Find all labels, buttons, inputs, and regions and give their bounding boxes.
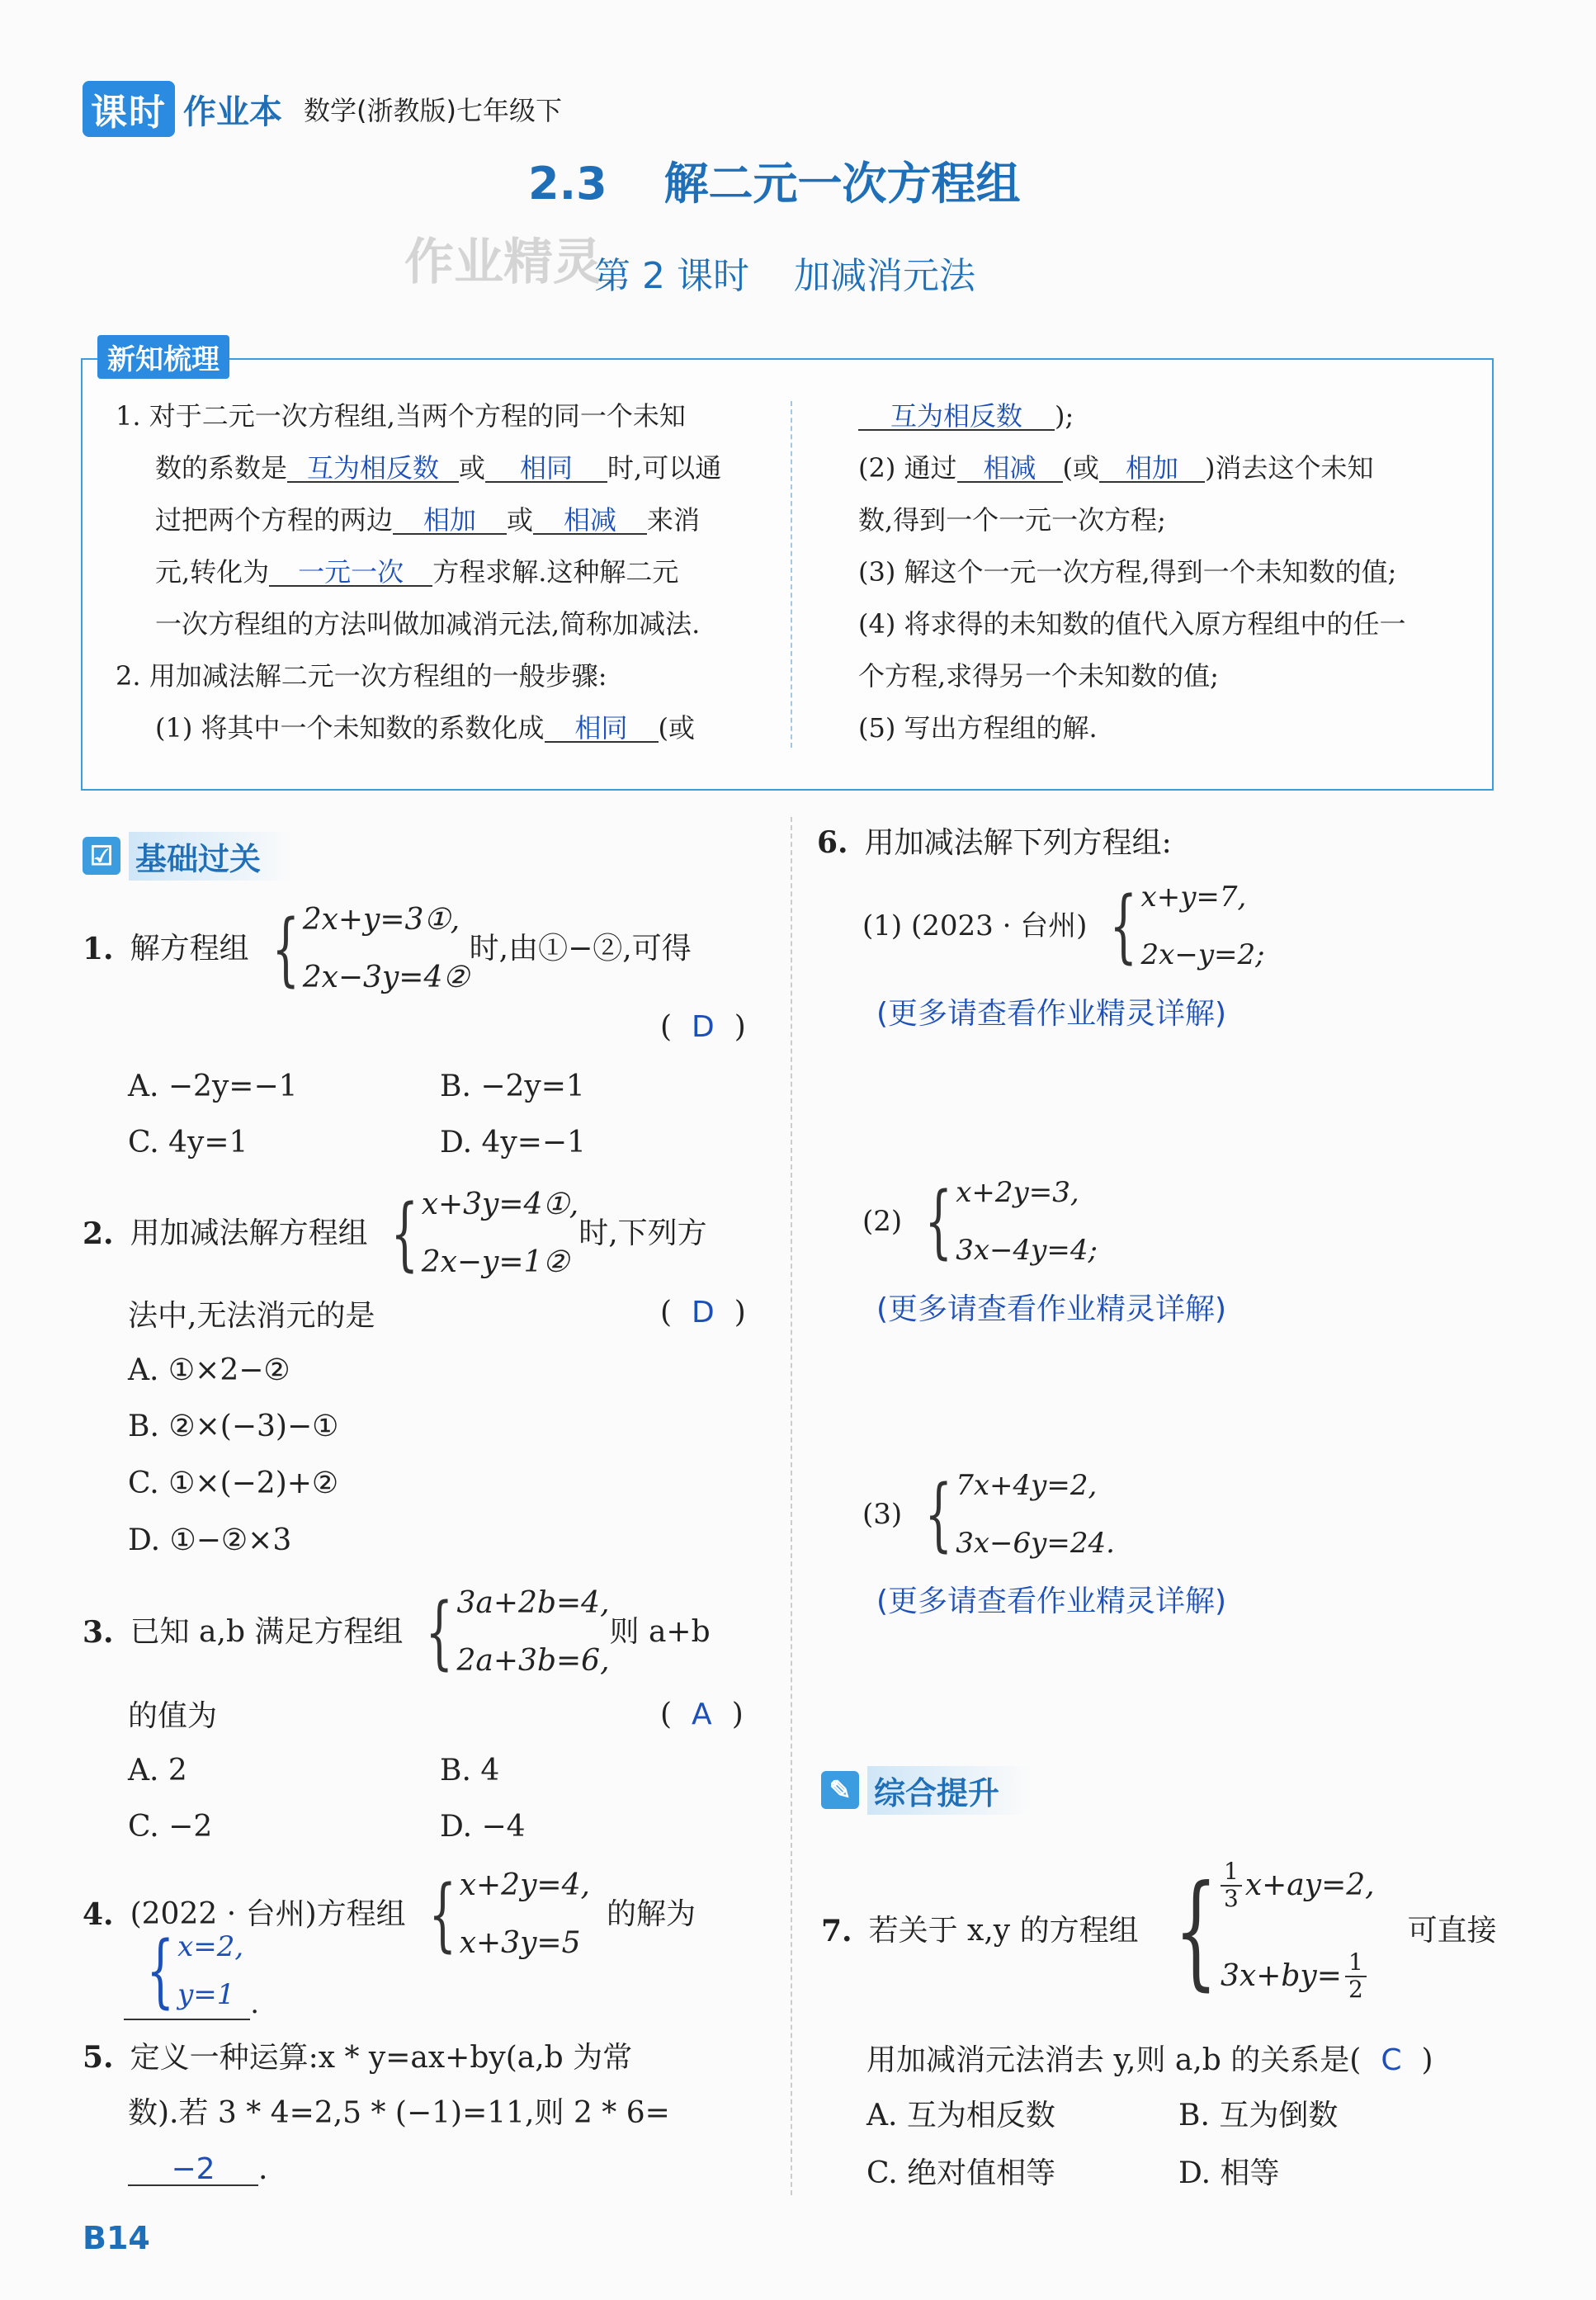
question-7 <box>821 1840 1497 2022</box>
equation-system: { 3a+2b=4, 2a+3b=6, <box>403 1575 609 1690</box>
review-label: 新知梳理 <box>97 335 229 379</box>
equation: 2x−y=2; <box>1140 938 1265 971</box>
equation-system: { 7x+4y=2, 3x−6y=24. <box>902 1457 1115 1572</box>
punctuation: . <box>250 1987 259 2020</box>
fill-blank: 相同 <box>485 455 607 483</box>
fill-blank: −2 <box>128 2155 258 2186</box>
review-right <box>858 390 1485 754</box>
part-label: (3) <box>862 1498 903 1531</box>
question-text: 用加减法解下列方程组: <box>864 826 1172 860</box>
equation: 3a+2b=4, <box>456 1586 610 1620</box>
option-a: A. 2 <box>128 1754 187 1788</box>
review-line: 数,得到一个一元一次方程; <box>858 504 1166 536</box>
option-d: D. ①−②×3 <box>128 1523 292 1557</box>
question-number: 6. <box>817 825 848 860</box>
question-4-answer <box>124 1923 259 2020</box>
basic-section-header <box>83 832 294 880</box>
advanced-section-label: 综合提升 <box>867 1766 1032 1815</box>
equation-system: { x+3y=4①, 2x−y=1② <box>368 1176 579 1292</box>
option-d: D. 相等 <box>1178 2156 1280 2190</box>
column-divider <box>791 817 792 2195</box>
question-2 <box>83 1176 707 1292</box>
question-text: 时,下列方 <box>578 1216 707 1250</box>
answer: C <box>1381 2043 1402 2077</box>
option-c: C. ①×(−2)+② <box>128 1466 339 1500</box>
equation: 3x−4y=4; <box>956 1234 1098 1267</box>
question-3-line2: 的值为 <box>128 1699 218 1733</box>
watermark: 作业精灵 <box>404 234 602 291</box>
review-left <box>116 390 767 754</box>
review-line: (1) 将其中一个未知数的系数化成 相同 (或 <box>155 712 696 744</box>
question-text: 可直接 <box>1407 1914 1497 1948</box>
answer-paren: ( D ) <box>660 1010 746 1044</box>
question-text: 则 a+b <box>609 1615 711 1649</box>
lesson-topic: 加减消元法 <box>793 255 975 297</box>
equation: 7x+4y=2, <box>956 1469 1098 1502</box>
review-line: (3) 解这个一元一次方程,得到一个未知数的值; <box>858 556 1397 588</box>
equation: 2x−3y=4② <box>302 961 470 994</box>
numerator: 1 <box>1221 1859 1242 1887</box>
review-line: 1. 对于二元一次方程组,当两个方程的同一个未知 <box>116 400 686 432</box>
numerator: 1 <box>1345 1950 1367 1977</box>
option-a: A. ①×2−② <box>128 1353 290 1387</box>
denominator: 2 <box>1348 1976 1363 2003</box>
fill-blank: 互为相反数 <box>287 455 459 483</box>
q6-part3 <box>862 1457 1115 1572</box>
review-line: 元,转化为 一元一次 方程求解.这种解二元 <box>155 556 679 588</box>
review-line: 互为相反数 ); <box>858 390 1485 442</box>
question-2-line2: 法中,无法消元的是 <box>128 1299 375 1333</box>
equation: x+3y=4①, <box>421 1188 579 1221</box>
subject: 数学(浙教版)七年级下 <box>304 95 562 126</box>
equation <box>1221 1931 1375 2022</box>
option-d: D. 4y=−1 <box>440 1126 586 1159</box>
q6-part2 <box>862 1164 1098 1279</box>
section-name: 解二元一次方程组 <box>663 158 1021 210</box>
answer: D <box>692 1296 715 1329</box>
equation-left: 3x+by= <box>1221 1959 1342 1994</box>
equation <box>1221 1840 1375 1931</box>
question-text: 解方程组 <box>130 932 249 966</box>
equation: 3x−6y=24. <box>956 1527 1115 1560</box>
review-line: 数的系数是 互为相反数 或 相同 时,可以通 <box>155 452 722 484</box>
equation: x+2y=4, <box>459 1868 590 1902</box>
equation-system: { x+2y=4, x+3y=5 <box>406 1857 590 1972</box>
question-number: 5. <box>83 2040 114 2075</box>
more-link[interactable]: (更多请查看作业精灵详解) <box>876 1292 1227 1326</box>
review-line: (2) 通过 相减 (或 相加 )消去这个未知 <box>858 452 1374 484</box>
question-text: 定义一种运算:x * y=ax+by(a,b 为常 <box>130 2041 633 2075</box>
fill-blank: 相同 <box>545 715 659 743</box>
section-title <box>528 149 1020 212</box>
option-b: B. 4 <box>440 1754 500 1788</box>
review-line: 一次方程组的方法叫做加减消元法,简称加减法. <box>155 608 701 640</box>
option-a: A. 互为相反数 <box>866 2099 1055 2132</box>
review-line: 2. 用加减法解二元一次方程组的一般步骤: <box>116 660 607 692</box>
equation: 2x−y=1② <box>421 1245 569 1279</box>
question-6 <box>817 814 1172 872</box>
fill-blank: 相加 <box>393 507 507 535</box>
option-c: C. 4y=1 <box>128 1126 248 1159</box>
question-text: 用加减法解方程组 <box>130 1216 368 1250</box>
answer: D <box>692 1010 715 1044</box>
answer-equation: y=1 <box>177 1978 235 2011</box>
book-name: 作业本 <box>183 92 282 131</box>
lesson-number: 第 2 课时 <box>594 255 749 297</box>
answer-paren: ( D ) <box>660 1296 746 1329</box>
question-text: 时,由①−②,可得 <box>469 932 692 966</box>
equation-system: { x+2y=3, 3x−4y=4; <box>902 1164 1098 1279</box>
question-3 <box>83 1575 711 1690</box>
basic-section-label: 基础过关 <box>129 832 294 881</box>
option-b: B. ②×(−3)−① <box>128 1410 339 1443</box>
review-line: 过把两个方程的两边 相加 或 相减 来消 <box>155 504 701 536</box>
question-text: (2022 · 台州)方程组 <box>130 1897 406 1931</box>
part-label: (1) (2023 · 台州) <box>862 909 1088 942</box>
review-line: (4) 将求得的未知数的值代入原方程组中的任一 <box>858 608 1406 640</box>
option-b: B. −2y=1 <box>440 1070 585 1103</box>
fill-blank: 互为相反数 <box>858 403 1055 431</box>
answer-paren: ( A ) <box>660 1698 744 1731</box>
equation: 2x+y=3①, <box>302 903 460 937</box>
fill-blank: 一元一次 <box>269 559 432 587</box>
question-1 <box>83 891 692 1007</box>
question-number: 3. <box>83 1615 114 1650</box>
question-number: 4. <box>83 1897 114 1932</box>
fill-blank: 相减 <box>533 507 647 535</box>
pencil-icon: ✎ <box>821 1771 859 1809</box>
equation: x+3y=5 <box>459 1926 581 1960</box>
equation: x+2y=3, <box>956 1176 1079 1209</box>
advanced-section-header <box>821 1766 1032 1814</box>
question-text: 已知 a,b 满足方程组 <box>130 1615 404 1649</box>
question-number: 2. <box>83 1216 114 1251</box>
equation-system: { x+y=7, 2x−y=2; <box>1087 868 1264 984</box>
lesson-title <box>594 246 975 299</box>
option-b: B. 互为倒数 <box>1178 2099 1339 2132</box>
equation-rest: x+ay=2, <box>1244 1868 1375 1903</box>
checkbox-icon: ☑ <box>83 837 120 875</box>
answer-equation: x=2, <box>177 1930 244 1963</box>
review-divider <box>791 401 792 748</box>
equation-system: { 2x+y=3①, 2x−3y=4② <box>249 891 470 1007</box>
page-number: B14 <box>83 2220 150 2256</box>
answer: A <box>692 1698 712 1731</box>
question-5 <box>83 2028 632 2087</box>
answer-system: { x=2, y=1 <box>124 1923 250 2020</box>
question-number: 1. <box>83 932 114 966</box>
part-label: (2) <box>862 1205 903 1238</box>
section-number: 2.3 <box>528 158 607 210</box>
question-number: 7. <box>821 1914 852 1948</box>
q6-part1 <box>862 868 1265 984</box>
question-text: 若关于 x,y 的方程组 <box>868 1914 1139 1948</box>
logo: 课时 <box>83 81 175 137</box>
fill-blank: 相减 <box>957 455 1063 483</box>
review-line: (5) 写出方程组的解. <box>858 712 1098 744</box>
option-d: D. −4 <box>440 1810 526 1844</box>
question-text: 的解为 <box>606 1897 696 1931</box>
more-link[interactable]: (更多请查看作业精灵详解) <box>876 997 1227 1031</box>
question-5-answer <box>128 2141 267 2198</box>
question-7-line2: 用加减消元法消去 y,则 a,b 的关系是( C ) <box>866 2043 1433 2077</box>
option-c: C. 绝对值相等 <box>866 2156 1056 2190</box>
option-a: A. −2y=−1 <box>128 1070 298 1103</box>
more-link[interactable]: (更多请查看作业精灵详解) <box>876 1584 1227 1618</box>
equation: x+y=7, <box>1140 881 1247 914</box>
review-line: 个方程,求得另一个未知数的值; <box>858 660 1219 692</box>
option-c: C. −2 <box>128 1810 213 1844</box>
fill-blank: 相加 <box>1099 455 1205 483</box>
equation: 2a+3b=6, <box>456 1644 610 1678</box>
question-5-line2: 数).若 3 * 4=2,5 * (−1)=11,则 2 * 6= <box>128 2096 670 2130</box>
equation-system: { $\frac{1}{3}$ x+ay=2, 3x+by= $\frac{1}{2}$ <box>1139 1840 1375 2022</box>
denominator: 3 <box>1224 1885 1239 1912</box>
punctuation: . <box>258 2152 268 2186</box>
header <box>83 81 562 137</box>
